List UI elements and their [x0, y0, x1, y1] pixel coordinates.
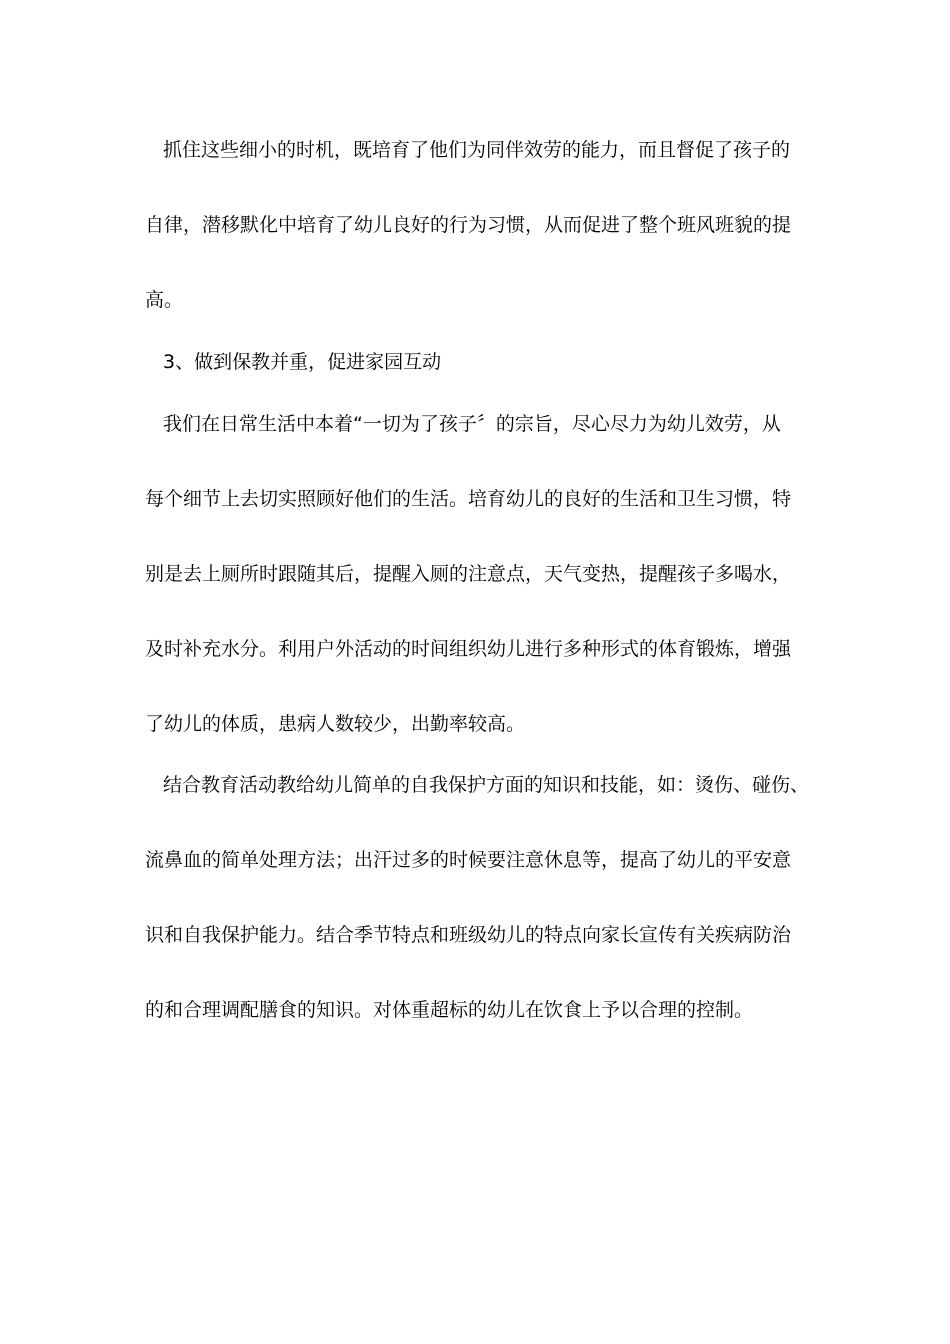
paragraph-2-line-1: 我们在日常生活中本着“一切为了孩子〞的宗旨，尽心尽力为幼儿效劳，从 — [163, 413, 781, 435]
paragraph-2-line-3: 别是去上厕所时跟随其后，提醒入厕的注意点，天气变热，提醒孩子多喝水， — [145, 563, 792, 585]
paragraph-3-line-3: 识和自我保护能力。结合季节特点和班级幼儿的特点向家长宣传有关疾病防治 — [145, 924, 792, 946]
paragraph-2-line-2: 每个细节上去切实照顾好他们的生活。培育幼儿的良好的生活和卫生习惯，特 — [145, 488, 792, 510]
paragraph-3-line-2: 流鼻血的简单处理方法；出汗过多的时候要注意休息等，提高了幼儿的平安意 — [145, 849, 792, 871]
section-heading: 3、做到保教并重，促进家园互动 — [163, 351, 442, 373]
paragraph-1-line-3: 高。 — [145, 289, 184, 311]
paragraph-1-line-1: 抓住这些细小的时机，既培育了他们为同伴效劳的能力，而且督促了孩子的 — [163, 139, 791, 161]
paragraph-2-line-4: 及时补充水分。利用户外活动的时间组织幼儿进行多种形式的体育锻炼，增强 — [145, 638, 792, 660]
paragraph-3-line-1: 结合教育活动教给幼儿简单的自我保护方面的知识和技能，如：烫伤、碰伤、 — [163, 774, 810, 796]
paragraph-1-line-2: 自律，潜移默化中培育了幼儿良好的行为习惯，从而促进了整个班风班貌的提 — [145, 214, 792, 236]
paragraph-3-line-4: 的和合理调配膳食的知识。对体重超标的幼儿在饮食上予以合理的控制。 — [145, 999, 754, 1021]
paragraph-2-line-5: 了幼儿的体质，患病人数较少，出勤率较高。 — [145, 713, 526, 735]
